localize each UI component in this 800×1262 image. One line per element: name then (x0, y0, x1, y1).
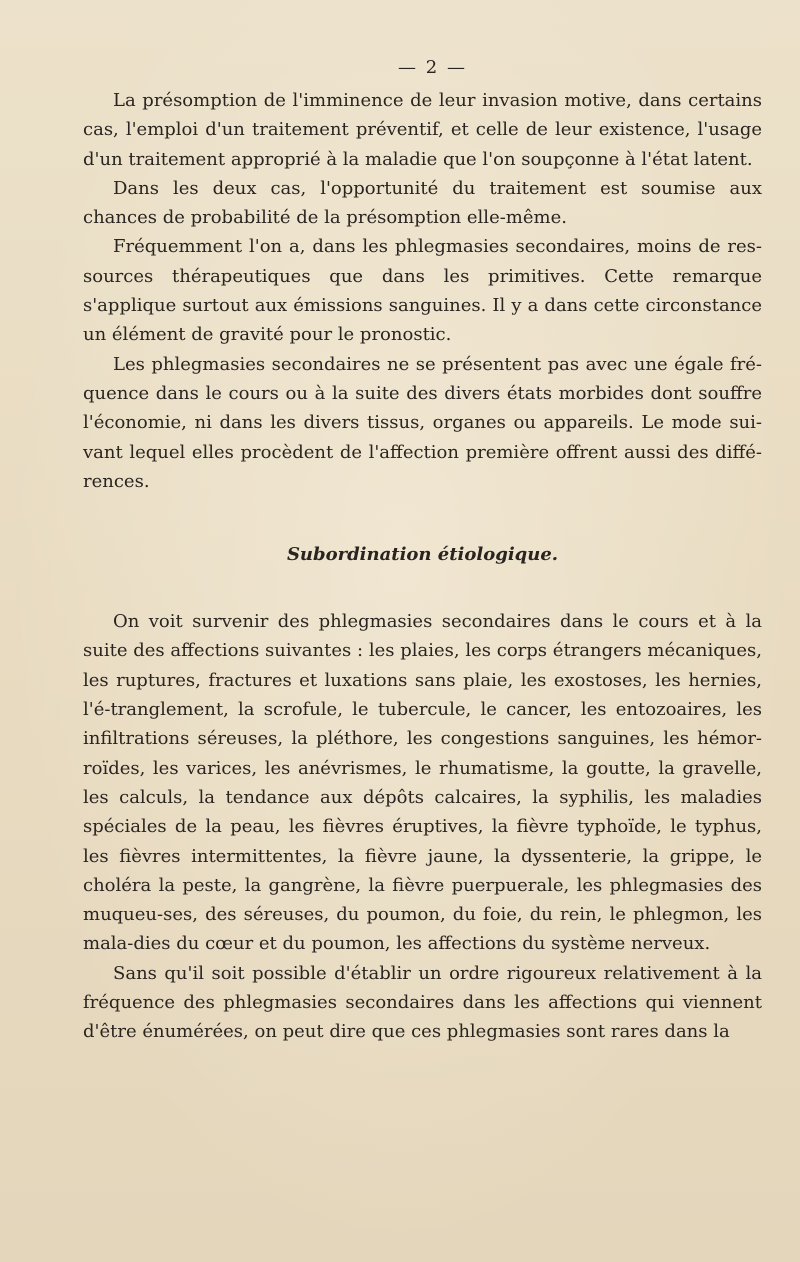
paragraph-ordre-frequence: Sans qu'il soit possible d'établir un ordre rigoureux relativement à la fréquence des phlegmasies secondaires dans les affections qui viennent d'être énumérées, on peut dire que ces phlegmasies sont rares dans la (83, 962, 762, 1043)
paragraph-frequence-phlegmasies: Les phlegmasies secondaires ne se présentent pas avec une égale fré-quence dans le cours ou à la suite des divers états morbides dont souffre l'économie, ni dans les divers tissus, organes ou appareils. Le mode sui-vant lequel elles procèdent de l'affection première offrent aussi des diffé-rences. (83, 353, 762, 492)
section-heading: Subordination étiologique. (286, 544, 559, 566)
paragraph-opportunite: Dans les deux cas, l'opportunité du traitement est soumise aux chances de probabilité de la présomption elle-même. (83, 177, 762, 229)
page-number: — 2 — (398, 57, 467, 78)
paragraph-ressources-therapeutiques: Fréquemment l'on a, dans les phlegmasies secondaires, moins de res-sources thérapeutiques que dans les primitives. Cette remarque s'applique surtout aux émissions sanguines. Il y a dans cette circonstance un élément de gravité pour le pronostic. (83, 236, 762, 346)
paragraph-affections-list: On voit survenir des phlegmasies secondaires dans le cours et à la suite des affections suivantes : les plaies, les corps étrangers mécaniques, les ruptures, fractures et luxations sans plaie, les exostoses, les hernies, l'é-tranglement, la scrofule, le tubercule, le cancer, les entozoaires, les infiltrations séreuses, la pléthore, les congestions sanguines, les hémor-roïdes, les varices, les anévrismes, le rhumatisme, la goutte, la gravelle, les calculs, la tendance aux dépôts calcaires, la syphilis, les maladies spéciales de la peau, les fièvres éruptives, la fièvre typhoïde, le typhus, les fièvres intermittentes, la fièvre jaune, la dyssenterie, la grippe, le choléra la peste, la gangrène, la fièvre puerpuerale, les phlegmasies des muqueu-ses, des séreuses, du poumon, du foie, du rein, le phlegmon, les mala-dies du cœur et du poumon, les affections du système nerveux. (83, 611, 762, 955)
paragraph-presomption: La présomption de l'imminence de leur invasion motive, dans certains cas, l'emploi d'un traitement préventif, et celle de leur existence, l'usage d'un traitement approprié à la maladie que l'on soupçonne à l'état latent. (83, 90, 762, 170)
